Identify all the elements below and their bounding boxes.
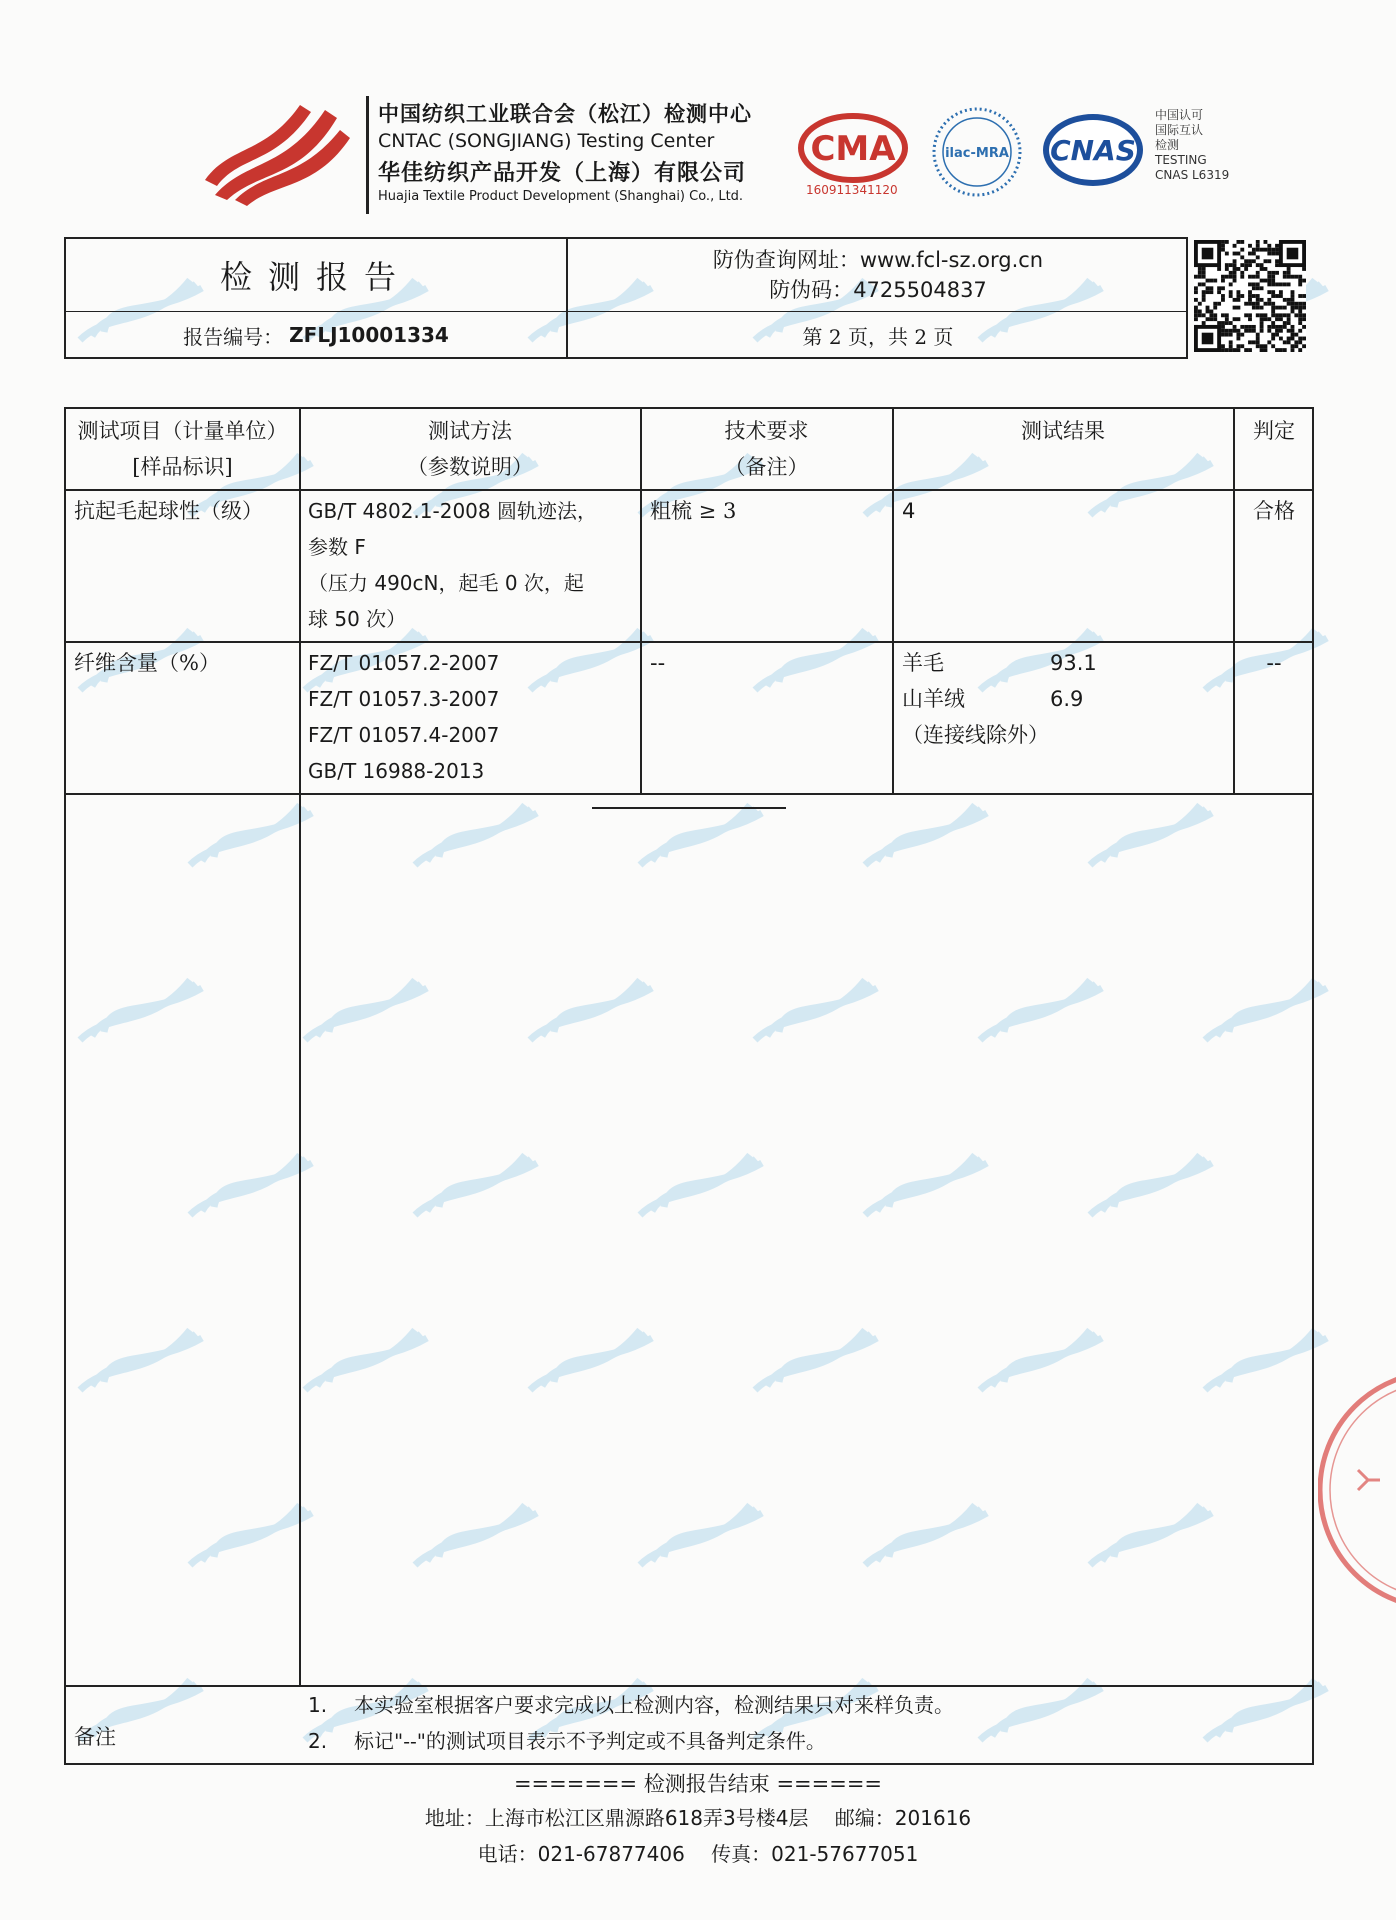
remark-num: 2. bbox=[308, 1729, 328, 1753]
fiber-name: 羊毛 bbox=[902, 651, 944, 675]
row2-method bbox=[308, 645, 499, 789]
result-line bbox=[902, 681, 1232, 717]
header-requirement bbox=[641, 413, 892, 485]
method-line: FZ/T 01057.3-2007 bbox=[308, 687, 500, 711]
report-number bbox=[66, 311, 566, 359]
col-divider bbox=[1233, 409, 1235, 793]
cnas-note-line: 国际互认 bbox=[1155, 123, 1204, 137]
row-divider bbox=[66, 489, 1314, 491]
ilac-label: ilac-MRA bbox=[945, 146, 1009, 161]
results-table bbox=[64, 407, 1314, 1765]
cnas-note-line: CNAS L6319 bbox=[1155, 168, 1230, 182]
remark-num: 1. bbox=[308, 1693, 328, 1717]
remark-item bbox=[308, 1723, 954, 1759]
cnas-note bbox=[1155, 108, 1229, 183]
report-title: 检测报告 bbox=[219, 258, 412, 296]
header-divider bbox=[366, 96, 369, 214]
cma-number: 160911341120 bbox=[806, 183, 898, 197]
query-label: 防伪查询网址： bbox=[712, 248, 860, 272]
title-row bbox=[66, 239, 1186, 312]
report-end-marker: ======= 检测报告结束 ====== bbox=[513, 1772, 883, 1796]
result-line bbox=[902, 645, 1232, 681]
method-line: 参数 F bbox=[308, 535, 366, 559]
content-end-line bbox=[592, 807, 786, 809]
cnas-note-line: 检测 bbox=[1155, 138, 1180, 152]
remark-item bbox=[308, 1687, 954, 1723]
row2-requirement: -- bbox=[650, 651, 666, 675]
method-line: FZ/T 01057.2-2007 bbox=[308, 651, 500, 675]
method-line: （压力 490cN，起毛 0 次，起 bbox=[308, 571, 584, 595]
cnas-note-line: TESTING bbox=[1155, 153, 1207, 167]
report-title-box bbox=[64, 237, 1188, 359]
page-info: 第 2 页，共 2 页 bbox=[802, 324, 954, 349]
row1-judgement: 合格 bbox=[1253, 499, 1295, 523]
cnas-logo bbox=[1038, 110, 1148, 190]
org-name-en: CNTAC (SONGJIANG) Testing Center bbox=[378, 130, 715, 152]
row1-item: 抗起毛起球性（级） bbox=[74, 499, 263, 523]
col-divider bbox=[892, 409, 894, 793]
header-result bbox=[893, 413, 1233, 449]
footer-address: 地址：上海市松江区鼎源路618弄3号楼4层 邮编：201616 bbox=[424, 1806, 972, 1830]
header-text: 测试方法 bbox=[428, 419, 512, 443]
remarks-list bbox=[308, 1687, 954, 1759]
result-note: （连接线除外） bbox=[902, 723, 1049, 747]
header-text: 测试结果 bbox=[1021, 419, 1105, 443]
remarks-label: 备注 bbox=[74, 1725, 116, 1749]
header-text: 技术要求 bbox=[724, 419, 809, 443]
row2-result bbox=[902, 645, 1232, 753]
method-line: 球 50 次） bbox=[308, 607, 407, 631]
header-method bbox=[300, 413, 640, 485]
col-divider bbox=[299, 409, 301, 1685]
header-test-item bbox=[66, 413, 299, 485]
cma-label: CMA bbox=[810, 129, 896, 169]
query-url[interactable]: www.fcl-sz.org.cn bbox=[859, 248, 1044, 272]
row-divider bbox=[66, 793, 1314, 795]
report-number-label: 报告编号： bbox=[183, 324, 284, 349]
org-name-cn: 中国纺织工业联合会（松江）检测中心 bbox=[378, 102, 752, 126]
company-logo bbox=[205, 100, 355, 210]
fiber-name: 山羊绒 bbox=[902, 687, 965, 711]
company-name-en: Huajia Textile Product Development (Shanghai) Co., Ltd. bbox=[378, 189, 744, 204]
header-judgement bbox=[1234, 413, 1314, 449]
report-number-row bbox=[66, 311, 1186, 359]
ilac-logo bbox=[930, 105, 1024, 199]
header-text: 判定 bbox=[1253, 419, 1295, 443]
footer-phone: 电话：021-67877406 传真：021-57677051 bbox=[477, 1842, 919, 1866]
red-seal-stamp bbox=[1318, 1360, 1396, 1620]
row1-result: 4 bbox=[902, 499, 916, 523]
qr-code-icon[interactable] bbox=[1194, 240, 1306, 352]
header-text: [样品标识] bbox=[132, 455, 233, 479]
cnas-label: CNAS bbox=[1050, 134, 1136, 167]
row2-item: 纤维含量（%） bbox=[74, 651, 220, 675]
row-divider bbox=[66, 641, 1314, 643]
remark-text: 本实验室根据客户要求完成以上检测内容，检测结果只对来样负责。 bbox=[354, 1693, 954, 1717]
method-line: GB/T 4802.1-2008 圆轨迹法， bbox=[308, 499, 597, 523]
remark-text: 标记"--"的测试项目表示不予判定或不具备判定条件。 bbox=[354, 1729, 826, 1753]
header-text: （备注） bbox=[724, 455, 809, 479]
fiber-value: 6.9 bbox=[1050, 687, 1084, 711]
fiber-value: 93.1 bbox=[1050, 651, 1097, 675]
method-line: GB/T 16988-2013 bbox=[308, 759, 485, 783]
anti-counterfeit-info bbox=[568, 245, 1188, 305]
header-org bbox=[378, 98, 752, 204]
cnas-note-line: 中国认可 bbox=[1155, 108, 1204, 122]
method-line: FZ/T 01057.4-2007 bbox=[308, 723, 500, 747]
company-name-cn: 华佳纺织产品开发（上海）有限公司 bbox=[378, 161, 747, 186]
header-text: （参数说明） bbox=[407, 455, 533, 479]
row1-method bbox=[308, 493, 638, 637]
header-text: 测试项目（计量单位） bbox=[77, 419, 288, 443]
title-box-divider bbox=[566, 239, 568, 357]
row1-requirement: 粗梳 ≥ 3 bbox=[650, 499, 737, 523]
code-value: 4725504837 bbox=[853, 278, 987, 302]
row2-judgement: -- bbox=[1266, 651, 1282, 675]
code-label: 防伪码： bbox=[769, 278, 854, 302]
report-number-value: ZFLJ10001334 bbox=[289, 323, 449, 347]
